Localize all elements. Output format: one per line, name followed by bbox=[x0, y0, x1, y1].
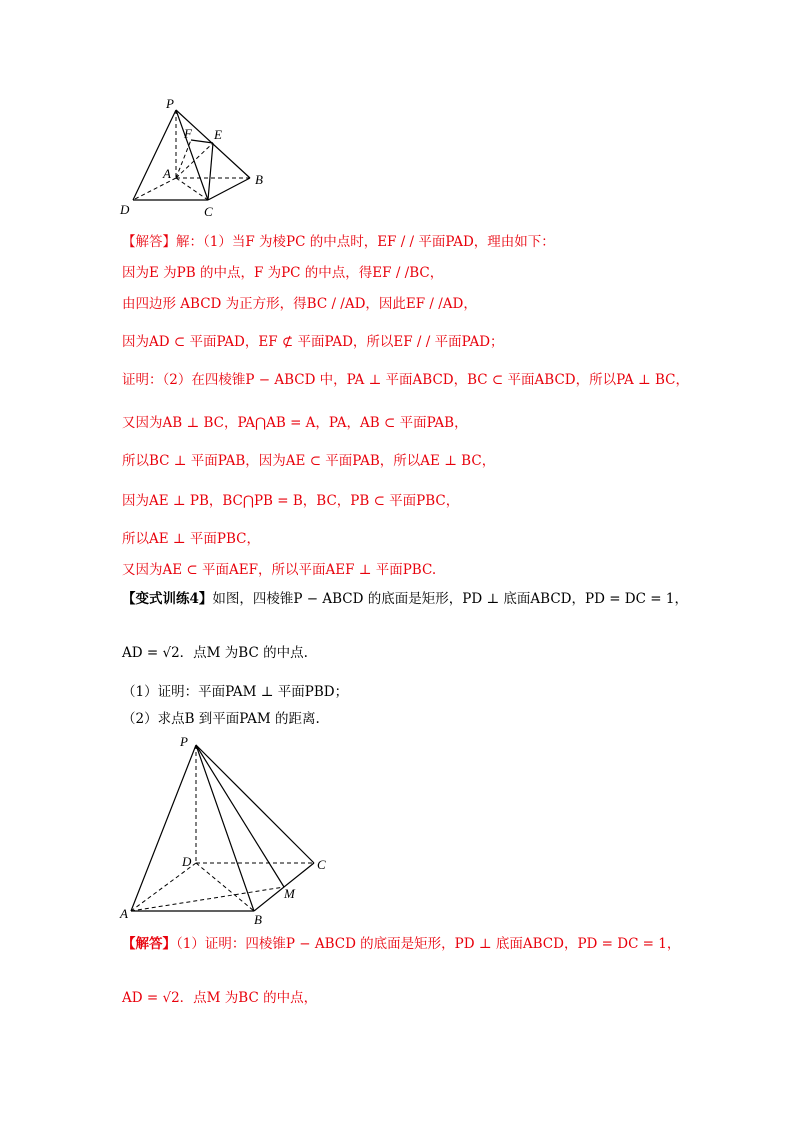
edge-pc bbox=[196, 745, 314, 863]
edge-pb bbox=[196, 745, 254, 911]
exercise-line-1 bbox=[122, 590, 688, 608]
edge-pa bbox=[131, 745, 196, 911]
exercise-tag: 【变式训练4】 bbox=[122, 591, 213, 607]
solution-line-6: 又因为AB ⊥ BC，PA⋂AB = A，PA，AB ⊂ 平面PAB， bbox=[122, 415, 468, 431]
answer-line-2: AD = √2．点M 为BC 的中点， bbox=[122, 990, 318, 1006]
solution-line-8: 因为AE ⊥ PB，BC⋂PB = B，BC，PB ⊂ 平面PBC， bbox=[122, 493, 460, 509]
label-d: D bbox=[182, 854, 192, 869]
label-a: A bbox=[120, 906, 128, 921]
solution-line-2: 因为E 为PB 的中点，F 为PC 的中点，得EF / /BC， bbox=[122, 265, 444, 281]
label-b: B bbox=[255, 172, 263, 187]
edge-pd bbox=[133, 110, 176, 200]
label-p: P bbox=[166, 96, 174, 111]
exercise-question-2: （2）求点B 到平面PAM 的距离. bbox=[122, 711, 320, 727]
label-c: C bbox=[317, 857, 326, 872]
edge-ac-hidden bbox=[176, 178, 208, 200]
solution-line-9: 所以AE ⊥ 平面PBC， bbox=[122, 531, 260, 547]
label-m: M bbox=[284, 886, 295, 901]
exercise-question-1: （1）证明：平面PAM ⊥ 平面PBD； bbox=[122, 684, 349, 700]
solution-line-5: 证明：（2）在四棱锥P − ABCD 中，PA ⊥ 平面ABCD，BC ⊂ 平面ABCD，所以PA ⊥ BC， bbox=[122, 372, 689, 388]
answer-line-1 bbox=[122, 935, 680, 953]
solution-line-3: 由四边形 ABCD 为正方形，得BC / /AD，因此EF / /AD， bbox=[122, 296, 477, 312]
label-c: C bbox=[204, 204, 213, 219]
edge-pm bbox=[196, 745, 284, 887]
edge-am-hidden bbox=[131, 887, 284, 911]
exercise-statement: 如图，四棱锥P − ABCD 的底面是矩形，PD ⊥ 底面ABCD，PD = DC = 1， bbox=[212, 591, 688, 607]
label-e: E bbox=[214, 127, 222, 142]
label-a: A bbox=[163, 166, 171, 181]
label-d: D bbox=[120, 202, 130, 217]
edge-pc bbox=[176, 110, 208, 200]
label-f: F bbox=[184, 126, 192, 141]
pyramid-figure-1 bbox=[110, 90, 280, 230]
pyramid-figure-2 bbox=[115, 730, 340, 930]
solution-line-10: 又因为AE ⊂ 平面AEF，所以平面AEF ⊥ 平面PBC. bbox=[122, 562, 437, 578]
label-p: P bbox=[180, 734, 188, 749]
solution-line-1: 【解答】解：（1）当F 为棱PC 的中点时，EF / / 平面PAD，理由如下： bbox=[122, 234, 555, 250]
exercise-line-2: AD = √2．点M 为BC 的中点. bbox=[122, 645, 308, 661]
answer-tag: 【解答】 bbox=[122, 936, 176, 952]
solution-line-4: 因为AD ⊂ 平面PAD，EF ⊄ 平面PAD，所以EF / / 平面PAD； bbox=[122, 334, 504, 350]
edge-ec bbox=[208, 143, 213, 200]
edge-cb bbox=[208, 178, 250, 200]
label-b: B bbox=[254, 912, 262, 927]
solution-line-7: 所以BC ⊥ 平面PAB，因为AE ⊂ 平面PAB，所以AE ⊥ BC， bbox=[122, 453, 496, 469]
edge-ad-hidden bbox=[133, 178, 176, 200]
answer-statement: （1）证明：四棱锥P − ABCD 的底面是矩形，PD ⊥ 底面ABCD，PD = DC = 1， bbox=[176, 936, 681, 952]
